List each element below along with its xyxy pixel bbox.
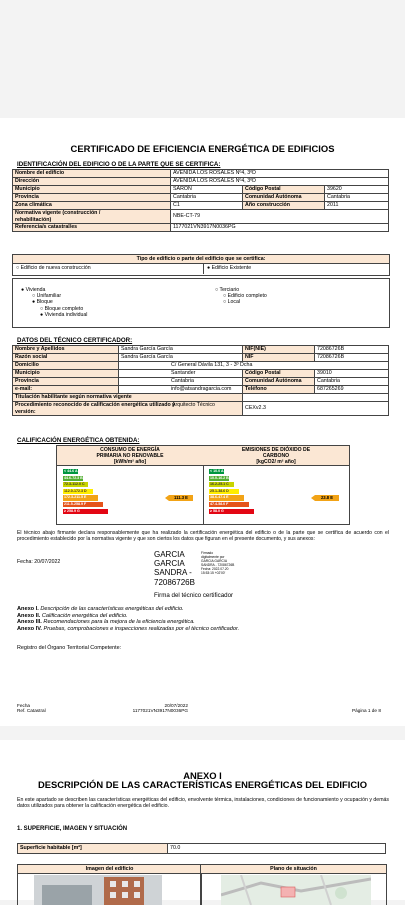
building-type-heading: Tipo de edificio o parte del edificio que se certifica: (13, 255, 389, 264)
location-map-box (200, 864, 387, 905)
footer-values: 20/07/2022 1177021VN3917N0036PG (132, 703, 188, 714)
consumption-header: CONSUMO DE ENERGÍA PRIMARIA NO RENOVABLE [kWh/m² año] (57, 446, 203, 466)
annex-item: Anexo IV. Pruebas, comprobaciones e inspecciones realizadas por el técnico certificador. (17, 625, 240, 632)
existing-building-option: ● Edificio Existente (207, 265, 252, 271)
annex-item: Anexo I. Descripción de las características energéticas del edificio. (17, 606, 184, 612)
declaration-text: El técnico abajo firmante declara responsablemente que ha realizado la certificación energética del edificio o de la parte que se certifica de acuerdo con el procedimiento establecido por la normativa vigente y que son ciertos los datos que figuran en el presente documento, y sus anexos: (17, 530, 389, 542)
location-map-label: Plano de situación (201, 865, 386, 874)
consumption-bar-A: < 44.6 A (64, 469, 78, 473)
consumption-bar-E: 172.3-211.5 E (63, 495, 98, 500)
annex-subtitle: DESCRIPCIÓN DE LAS CARACTERÍSTICAS ENERGÉTICAS DEL EDIFICIO (37, 779, 368, 790)
identification-heading: IDENTIFICACIÓN DEL EDIFICIO O DE LA PARTE QUE SE CERTIFICA: (17, 161, 221, 168)
emissions-rating-arrow: 23.8 E (315, 495, 339, 501)
building-image-label: Imagen del edificio (18, 865, 201, 874)
certifier-heading: DATOS DEL TÉCNICO CERTIFICADOR: (17, 337, 133, 344)
digital-signature: GARCIA GARCIA SANDRA - 72086726B (154, 550, 195, 587)
signature-stamp-text: Firmado digitalmente por GARCIA GARCIA SANDRA - 72086726B Fecha: 2022.07.20 15:53:15 +02'00' (201, 551, 235, 575)
consumption-bar-B: 44.6-72.3 B (64, 475, 83, 480)
signature-caption: Firma del técnico certificador (154, 592, 234, 599)
emissions-bar-B: 10.0-16.2 B (210, 475, 229, 480)
energy-rating-panel (56, 445, 350, 525)
annex-intro: En este apartado se describen las características energéticas del edificio, envolvente térmica, instalaciones, condiciones de funcionamiento y ocupación y demás datos utilizados para obtener la calificación energética del edificio. (17, 797, 389, 810)
annex-item: Anexo III. Recomendaciones para la mejora de la eficiencia energética. (17, 619, 195, 626)
emissions-header: EMISIONES DE DIÓXIDO DE CARBONO [kgCO2/ m² año] (203, 446, 349, 466)
location-map (221, 875, 371, 905)
emissions-bar-F: 47.4-58.0 F (209, 502, 249, 507)
annex-title: ANEXO I (183, 770, 222, 781)
section-surface-heading: 1. SUPERFICIE, IMAGEN Y SITUACIÓN (17, 826, 128, 832)
certifier-table: Nombre y Apellidos Sandra García García NIF(NIE) 72086726B Razón social Sandra García García NIF 72086726B Domicilio C/ General Dávila 131, 3 - 3º Dcha Municipio Santander Código Postal 39010 Provincia Cantabria Comunidad Autónoma Cantabria e-mail: info@atsandragarcia.com Teléfono 687265269 Titulación habilitante según normativa vigente Procedimiento reconocido de calificación energética utilizado y versión: CEXv2.3 (12, 345, 389, 416)
consumption-bar-D: 112.0-172.3 D (63, 489, 93, 494)
annex-item: Anexo II. Calificación energética del edificio. (17, 612, 128, 619)
new-construction-option: ○ Edificio de nueva construcción (16, 265, 91, 271)
emissions-bar-E: 38.6-47.4 E (209, 495, 244, 500)
certificate-date: Fecha: 20/07/2022 (17, 559, 61, 565)
building-subtype-box: ● Vivienda ○ Unifamiliar ● Bloque ○ Bloque completo ● Vivienda individual ○ Terciario ○ Edificio completo ○ Local (12, 278, 390, 328)
emissions-bar-G: ≥ 58.0 G (209, 509, 254, 514)
consumption-bar-C: 72.3-112.0 C (63, 482, 88, 487)
rating-heading: CALIFICACIÓN ENERGÉTICA OBTENIDA: (17, 437, 140, 444)
emissions-bar-C: 16.2-25.1 C (209, 482, 234, 487)
consumption-bar-F: 211.5-258.9 F (63, 502, 103, 507)
qualification-value: Arquitecto Técnico (172, 402, 215, 408)
annex-page (0, 740, 405, 900)
consumption-bar-G: ≥ 258.9 G (63, 509, 108, 514)
emissions-bar-A: < 10.0 A (210, 469, 224, 473)
consumption-rating-arrow: 111.3 E (169, 495, 193, 501)
certificate-page-1 (0, 118, 405, 726)
building-image-box (17, 864, 202, 905)
building-photo (34, 875, 162, 905)
building-type-box (12, 254, 390, 276)
identification-table: Nombre del edificio AVENIDA LOS ROSALES Nº4, 3ºD Dirección AVENIDA LOS ROSALES Nº4, 3ºD Municipio SARON Código Postal 39620 Provincia Cantabria Comunidad Autónoma Cantabria Zona climática C1 Año construcción 2011 Normativa vigente (construcción / rehabilitación) NBE-CT-79 Referencia/s catastral/es 1177021VN3917N0036PG (12, 169, 389, 232)
surface-table: Superficie habitable [m²] 70.0 (17, 843, 386, 854)
annex-list (17, 606, 239, 632)
emissions-bar-D: 25.1-38.6 D (209, 489, 239, 494)
registry-label: Registro del Órgano Territorial Competente: (17, 645, 122, 651)
page-number: Página 1 de 8 (352, 708, 381, 713)
footer-labels: Fecha Ref. Catastral (17, 703, 46, 714)
certificate-title: CERTIFICADO DE EFICIENCIA ENERGÉTICA DE EDIFICIOS (70, 143, 335, 154)
